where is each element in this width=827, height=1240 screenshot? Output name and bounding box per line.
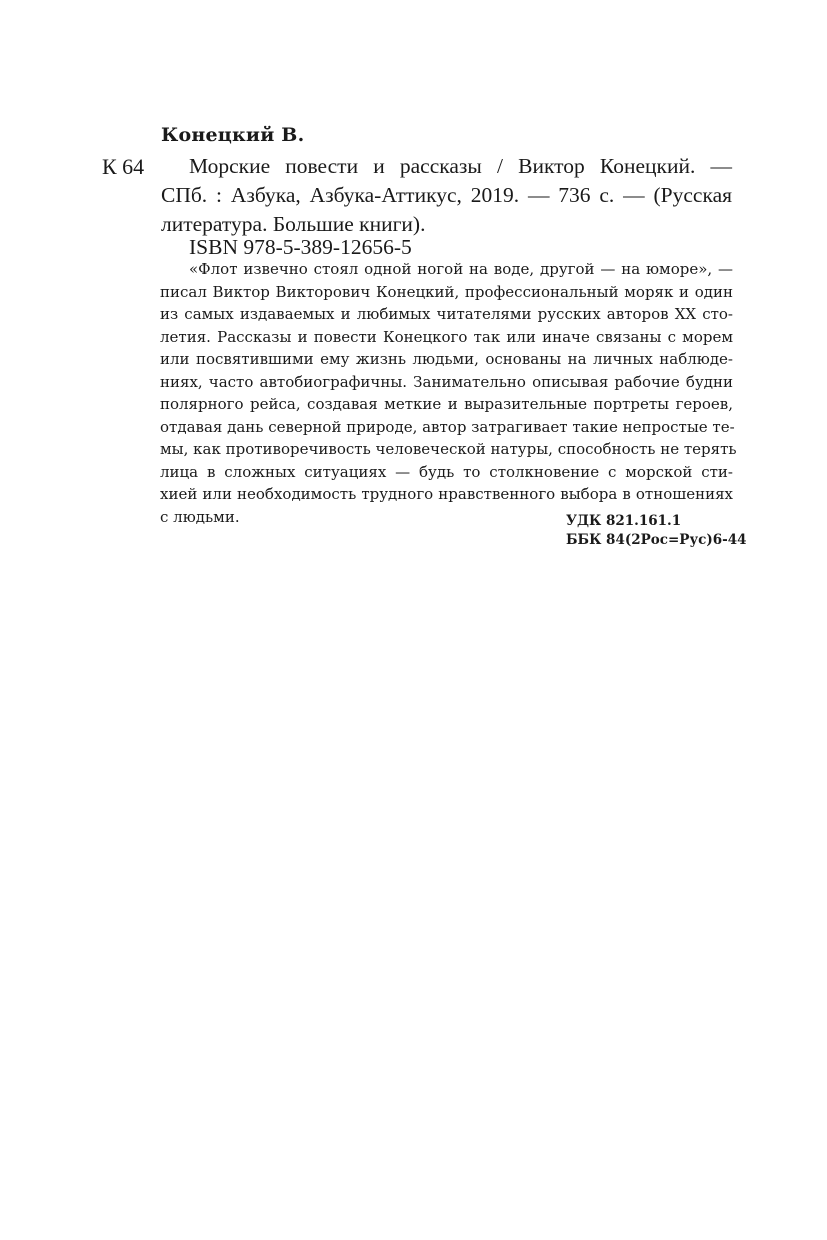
annotation-line: полярного рейса, создавая меткие и выразительные портреты героев, xyxy=(160,395,733,413)
annotation-line: ниях, часто автобиографичны. Занимательно описывая рабочие будни xyxy=(160,372,733,391)
biblio-line: литература. Большие книги). xyxy=(161,212,426,236)
annotation-line: летия. Рассказы и повести Конецкого так или иначе связаны с морем xyxy=(160,327,733,346)
annotation-line: отдавая дань северной природе, автор затрагивает такие непростые те- xyxy=(160,417,735,436)
udk-index: УДК 821.161.1 xyxy=(566,513,682,529)
bibliographic-description xyxy=(161,152,732,239)
biblio-line: Морские повести и рассказы / Виктор Конецкий. — xyxy=(189,154,732,178)
annotation-line: хией или необходимость трудного нравственного выбора в отношениях xyxy=(160,485,733,503)
bbk-index: ББК 84(2Рос=Рус)6-44 xyxy=(566,532,747,548)
annotation-paragraph xyxy=(160,258,737,528)
classification-indexes xyxy=(566,512,747,550)
author-heading: Конецкий В. xyxy=(161,124,305,146)
annotation-line: «Флот извечно стоял одной ногой на воде, другой — на юморе», — xyxy=(189,260,733,278)
biblio-line: СПб. : Азбука, Азбука-Аттикус, 2019. — 736 с. — (Русская xyxy=(161,183,732,207)
isbn-number: ISBN 978-5-389-12656-5 xyxy=(189,235,412,259)
annotation-line: писал Виктор Викторович Конецкий, профессиональный моряк и один xyxy=(160,282,733,301)
annotation-line: лица в сложных ситуациях — будь то столкновение с морской сти- xyxy=(160,462,733,481)
annotation-line: мы, как противоречивость человеческой натуры, способность не терять xyxy=(160,440,737,458)
annotation-line: из самых издаваемых и любимых читателями русских авторов XX сто- xyxy=(160,305,733,323)
annotation-line: или посвятившими ему жизнь людьми, основаны на личных наблюде- xyxy=(160,350,733,368)
annotation-line: с людьми. xyxy=(160,507,240,526)
author-mark-code: К 64 xyxy=(102,154,145,179)
